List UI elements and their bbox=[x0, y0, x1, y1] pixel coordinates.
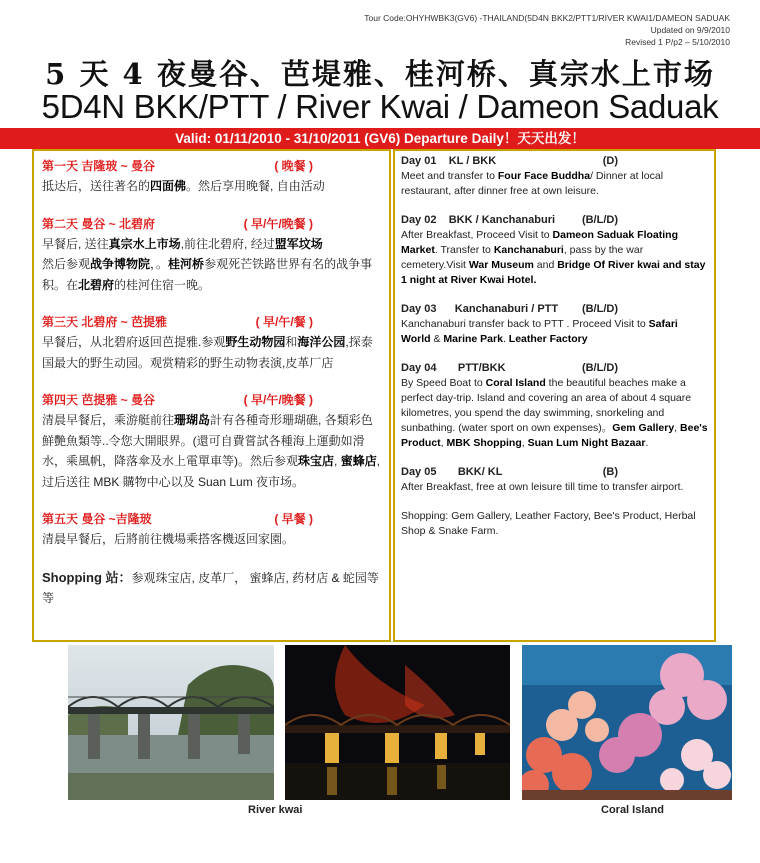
text: After Breakfast, Proceed Visit to bbox=[401, 229, 553, 241]
text: & bbox=[430, 333, 444, 345]
en-day-meals: (B/L/D) bbox=[581, 362, 618, 374]
highlight: Bee's Product bbox=[401, 422, 708, 449]
cn-day-text bbox=[42, 234, 381, 296]
en-day-5 bbox=[401, 465, 708, 495]
validity-banner: Valid: 01/11/2010 - 31/10/2011 (GV6) Departure Daily！天天出发！ bbox=[0, 128, 760, 149]
highlight: Dameon Saduak Floating Market bbox=[401, 229, 678, 256]
en-day-4 bbox=[401, 361, 708, 451]
cn-shopping-text: 参观珠宝店, 皮革厂， 蜜蜂店, 药材店 & 蛇园等等 bbox=[42, 570, 379, 605]
cn-day-meals: ( 早餐 ) bbox=[274, 512, 313, 526]
highlight: Bridge Of River kwai and stay 1 night at River Kwai Hotel. bbox=[401, 259, 706, 286]
highlight: 真宗水上市场 bbox=[108, 236, 181, 251]
cn-day-header bbox=[42, 157, 381, 176]
highlight: 盟军坟场 bbox=[274, 236, 323, 251]
en-day-label: Day 03 Kanchanaburi / PTT bbox=[401, 303, 559, 315]
cn-day-meals: ( 早/午/餐 ) bbox=[255, 315, 313, 329]
text: 的桂河住宿一晚。 bbox=[114, 277, 211, 292]
text: 参观死芒铁路世界有名的战争事积。在 bbox=[42, 257, 373, 292]
highlight: 珠宝店 bbox=[298, 454, 335, 468]
text: ，。 bbox=[150, 257, 169, 271]
en-day-1 bbox=[401, 154, 708, 199]
highlight: Gem Gallery bbox=[612, 422, 675, 434]
cn-day-5 bbox=[42, 510, 381, 550]
cn-day-meals: ( 早/午/晚餐 ) bbox=[243, 216, 313, 231]
text: . bbox=[645, 437, 649, 449]
cn-shopping-label: Shopping 站： bbox=[42, 569, 132, 585]
text: 。然后享用晚餐, 自由活动 bbox=[186, 179, 325, 193]
en-day-meals: (B/L/D) bbox=[581, 303, 618, 315]
text: 早餐后，从北碧府返回芭提雅.参观 bbox=[42, 335, 226, 349]
cn-day-label: 第五天 曼谷 ~吉隆玻 bbox=[42, 512, 152, 526]
text: 早餐后, 送往 bbox=[42, 236, 109, 251]
cn-day-text: 清晨早餐后，后將前往機場乘搭客機返回家園。 bbox=[42, 532, 295, 546]
title-chinese: 5 天 4 夜曼谷、芭堤雅、桂河桥、真宗水上市场 bbox=[45, 57, 715, 91]
text: Meet and transfer to bbox=[401, 170, 498, 182]
en-day-header bbox=[401, 213, 708, 228]
en-day-label: Day 05 BKK/ KL bbox=[401, 466, 503, 478]
highlight: Marine Park bbox=[443, 333, 503, 345]
cn-day-label: 第四天 芭提雅 ~ 曼谷 bbox=[42, 393, 156, 407]
text: , bbox=[521, 437, 528, 449]
en-day-3 bbox=[401, 302, 708, 347]
cn-day-label: 第一天 吉隆玻 ~ 曼谷 bbox=[42, 159, 156, 173]
text: 和 bbox=[285, 335, 298, 349]
highlight: MBK Shopping bbox=[446, 437, 522, 449]
cn-day-2 bbox=[42, 215, 381, 296]
highlight: Safari World bbox=[401, 318, 678, 345]
highlight: 珊瑚岛 bbox=[174, 413, 211, 427]
text: 清晨早餐后，乘游艇前往 bbox=[42, 413, 175, 427]
header-meta bbox=[364, 12, 730, 48]
cn-day-3 bbox=[42, 313, 381, 373]
cn-day-header bbox=[42, 510, 381, 529]
cn-day-label: 第二天 曼谷 ~ 北碧府 bbox=[42, 216, 156, 231]
en-day-meals: (B/L/D) bbox=[581, 214, 618, 226]
en-day-text bbox=[401, 376, 708, 451]
cn-day-4 bbox=[42, 391, 381, 492]
en-day-header bbox=[401, 154, 708, 169]
coral-island-photo bbox=[522, 645, 732, 800]
text: the beautiful beaches make a perfect day-trip. Island and covering an area of about 4 square kilometres, you spend the day swimming, snorkeling and sunbathing. (water sport on own expenses)。 bbox=[401, 377, 692, 434]
en-day-label: Day 01 KL / BKK bbox=[401, 155, 497, 167]
highlight: Suan Lum Night Bazaar bbox=[527, 437, 646, 449]
text: / Dinner at local restaurant, after dinner free at own leisure. bbox=[401, 170, 664, 197]
en-day-header bbox=[401, 302, 708, 317]
text: , bbox=[334, 454, 341, 468]
en-day-text bbox=[401, 169, 708, 199]
text: , bbox=[440, 437, 447, 449]
cn-day-label: 第三天 北碧府 ~ 芭提雅 bbox=[42, 315, 168, 329]
en-day-label: Day 02 BKK / Kanchanaburi bbox=[401, 214, 556, 226]
en-day-text bbox=[401, 317, 708, 347]
tour-code: Tour Code:OHYHWBK3(GV6) -THAILAND(5D4N BKK2/PTT1/RIVER KWAI1/DAMEON SADUAK bbox=[364, 13, 730, 23]
highlight: 北碧府 bbox=[78, 277, 115, 292]
cn-day-header bbox=[42, 391, 381, 410]
river-kwai-photo bbox=[68, 645, 274, 800]
en-day-text: After Breakfast, free at own leisure till time to transfer airport. bbox=[401, 481, 684, 493]
highlight: Leather Factory bbox=[508, 333, 588, 345]
text: and bbox=[533, 259, 558, 271]
en-day-header bbox=[401, 465, 708, 480]
highlight: 战争博物院 bbox=[90, 257, 151, 271]
chinese-itinerary bbox=[32, 149, 391, 642]
cn-day-text bbox=[42, 410, 381, 492]
text: 計有各種奇形珊瑚礁, 各類彩色鮮艷魚類等..令您大開眼界。(還可自費嘗試各種海上運動如滑水，乘風帆，降落傘及水上電單車等)。然后参观 bbox=[42, 413, 373, 468]
highlight: 野生动物园 bbox=[225, 335, 286, 349]
caption-coral-island: Coral Island bbox=[601, 804, 664, 816]
highlight: Four Face Buddha bbox=[497, 170, 591, 182]
revised-date: Revised 1 P/p2 – 5/10/2010 bbox=[625, 37, 730, 47]
en-day-text bbox=[401, 228, 708, 288]
highlight: War Museum bbox=[468, 259, 534, 271]
text: . Transfer to bbox=[434, 244, 494, 256]
caption-river-kwai: River kwai bbox=[248, 804, 303, 816]
highlight: Coral Island bbox=[485, 377, 546, 389]
title-english: 5D4N BKK/PTT / River Kwai / Dameon Saduak bbox=[41, 88, 719, 125]
cn-day-1 bbox=[42, 157, 381, 197]
en-day-2 bbox=[401, 213, 708, 288]
text: By Speed Boat to bbox=[401, 377, 486, 389]
highlight: Kanchanaburi bbox=[493, 244, 564, 256]
en-day-meals: (B) bbox=[602, 466, 618, 478]
en-day-meals: (D) bbox=[602, 155, 618, 167]
cn-day-text bbox=[42, 176, 381, 197]
en-day-label: Day 04 PTT/BKK bbox=[401, 362, 506, 374]
text: . bbox=[502, 333, 509, 345]
en-shopping: Shopping: Gem Gallery, Leather Factory, Bee's Product, Herbal Shop & Snake Farm. bbox=[401, 510, 696, 537]
cn-day-header bbox=[42, 215, 381, 234]
cn-day-header bbox=[42, 313, 381, 332]
cn-day-meals: ( 早/午/晚餐 ) bbox=[243, 393, 313, 407]
highlight: 海洋公园 bbox=[297, 335, 346, 349]
text: , pass by the war cemetery.Visit bbox=[401, 244, 644, 271]
text: 然后参观 bbox=[42, 257, 91, 271]
cn-shopping bbox=[42, 568, 381, 608]
text: ,前往北碧府, 经过 bbox=[180, 236, 275, 251]
english-itinerary bbox=[393, 149, 716, 642]
updated-date: Updated on 9/9/2010 bbox=[650, 25, 730, 35]
text: ,探泰国最大的野生动园。观赏精彩的野生动物表演,皮革厂店 bbox=[42, 335, 373, 370]
bridge-night-photo bbox=[285, 645, 510, 800]
highlight: 桂河桥 bbox=[168, 257, 205, 271]
text: Kanchanaburi transfer back to PTT . Proceed Visit to bbox=[401, 318, 649, 330]
cn-day-meals: ( 晚餐 ) bbox=[274, 159, 313, 173]
cn-day-text bbox=[42, 332, 381, 373]
text: , bbox=[674, 422, 681, 434]
text: 抵达后，送往著名的 bbox=[42, 179, 151, 193]
text: ,过后送往 MBK 購物中心以及 Suan Lum 夜市场。 bbox=[42, 454, 381, 489]
highlight: 四面佛 bbox=[150, 179, 187, 193]
en-day-header bbox=[401, 361, 708, 376]
highlight: 蜜蜂店 bbox=[340, 454, 377, 468]
